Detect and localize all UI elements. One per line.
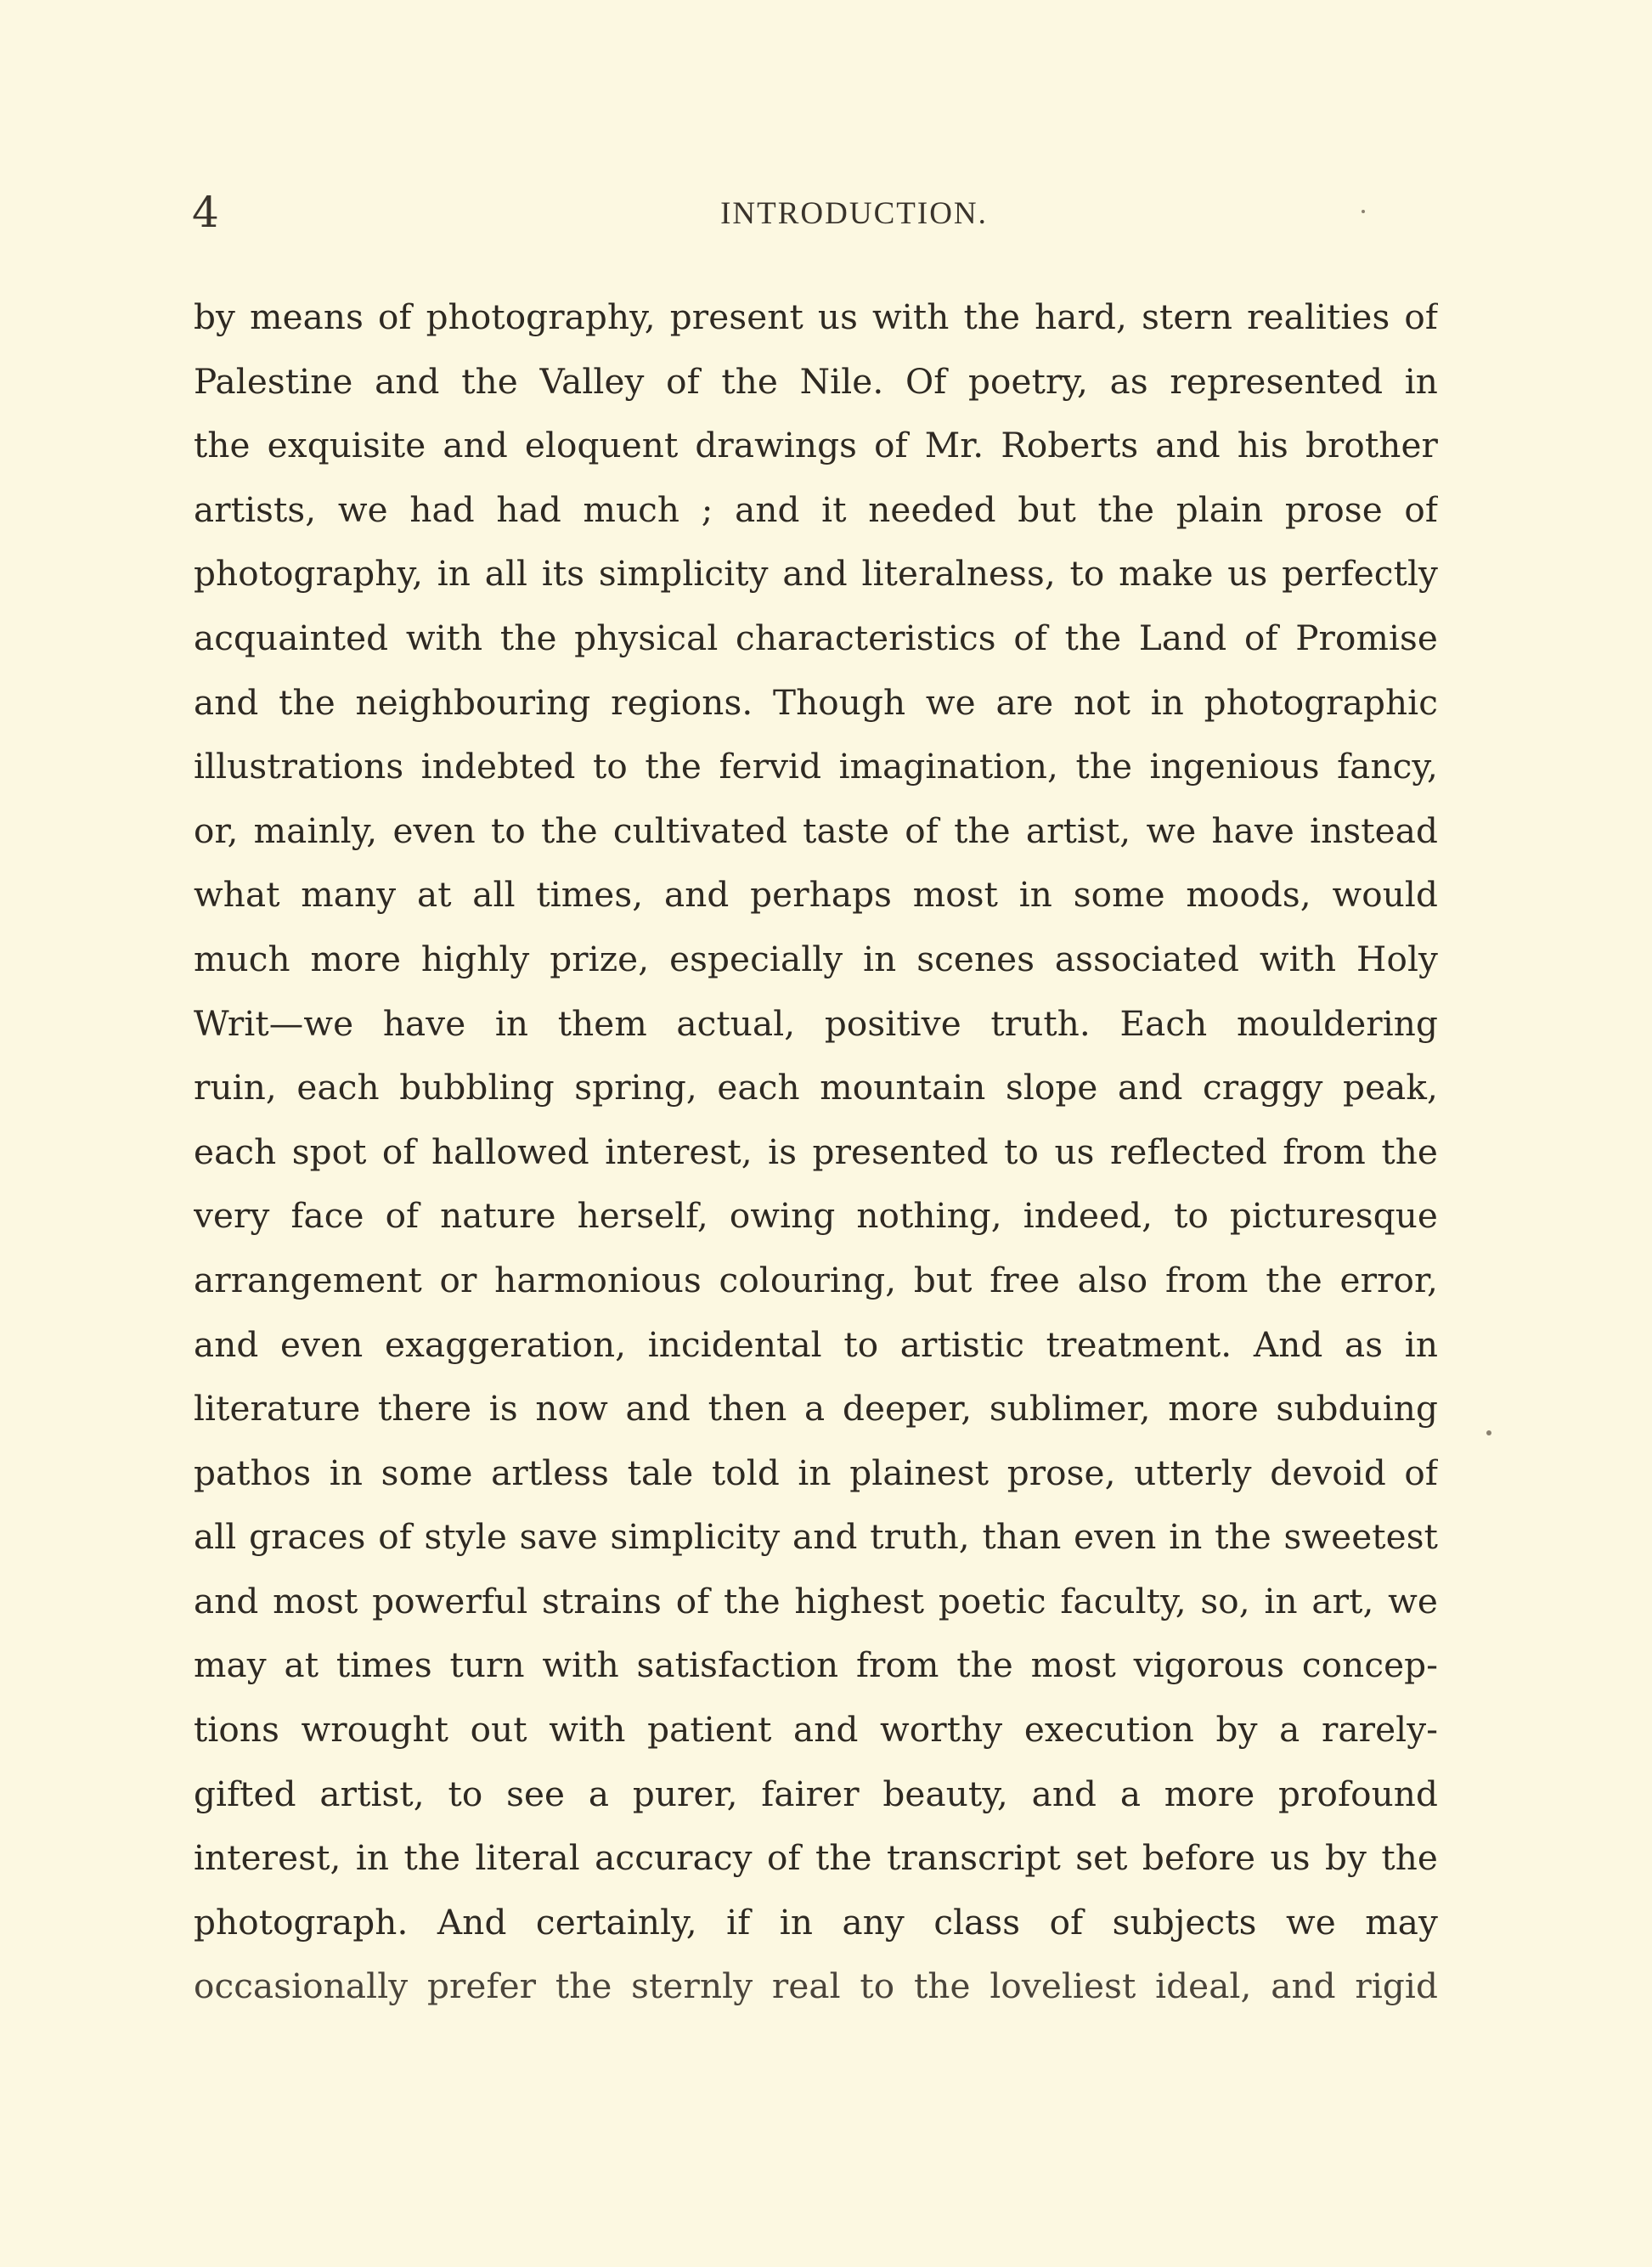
text-line: the exquisite and eloquent drawings of Mr. Roberts and his brother [194,425,1438,466]
text-line: all graces of style save simplicity and truth, than even in the sweetest [194,1516,1438,1558]
text-line: and even exaggeration, incidental to artistic treatment. And as in [194,1323,1438,1365]
paper-speck [1486,1430,1491,1435]
text-line: or, mainly, even to the cultivated taste of the artist, we have instead [194,809,1438,851]
text-line: artists, we had had much ; and it needed but the plain prose of [194,488,1438,530]
text-line: tions wrought out with patient and worthy execution by a rarely- [194,1709,1438,1751]
text-line: very face of nature herself, owing nothing, indeed, to picturesque [194,1195,1438,1237]
running-head-title [0,195,1652,232]
text-line: much more highly prize, especially in scenes associated with Holy [194,938,1438,979]
text-line: and the neighbouring regions. Though we are not in photographic [194,681,1438,723]
text-line: and most powerful strains of the highest poetic faculty, so, in art, we [194,1580,1438,1621]
text-line: literature there is now and then a deeper, sublimer, more subduing [194,1388,1438,1430]
running-head-text: INTRODUCTION. [720,196,988,231]
text-line: interest, in the literal accuracy of the transcript set before us by the [194,1837,1438,1879]
text-line: each spot of hallowed interest, is presented to us reflected from the [194,1131,1438,1172]
text-line: what many at all times, and perhaps most in some moods, would [194,874,1438,916]
text-line: arrangement or harmonious colouring, but free also from the error, [194,1259,1438,1300]
text-line: Writ—we have in them actual, positive truth. Each mouldering [194,1002,1438,1044]
text-line: occasionally prefer the sternly real to the loveliest ideal, and rigid [194,1965,1438,2007]
paper-speck [1362,210,1365,213]
text-line: photograph. And certainly, if in any class of subjects we may [194,1901,1438,1943]
text-line: illustrations indebted to the fervid imagination, the ingenious fancy, [194,746,1438,787]
page-number: 4 [192,188,219,237]
text-line: ruin, each bubbling spring, each mountain slope and craggy peak, [194,1067,1438,1108]
text-line: Palestine and the Valley of the Nile. Of poetry, as represented in [194,360,1438,402]
text-line: acquainted with the physical characteristics of the Land of Promise [194,617,1438,658]
text-line: pathos in some artless tale told in plainest prose, utterly devoid of [194,1452,1438,1493]
text-line: by means of photography, present us with the hard, stern realities of [194,296,1438,337]
text-line: may at times turn with satisfaction from the most vigorous concep- [194,1644,1438,1686]
body-text [194,285,1438,2019]
text-line: gifted artist, to see a purer, fairer beauty, and a more profound [194,1773,1438,1814]
text-line: photography, in all its simplicity and literalness, to make us perfectly [194,553,1438,595]
